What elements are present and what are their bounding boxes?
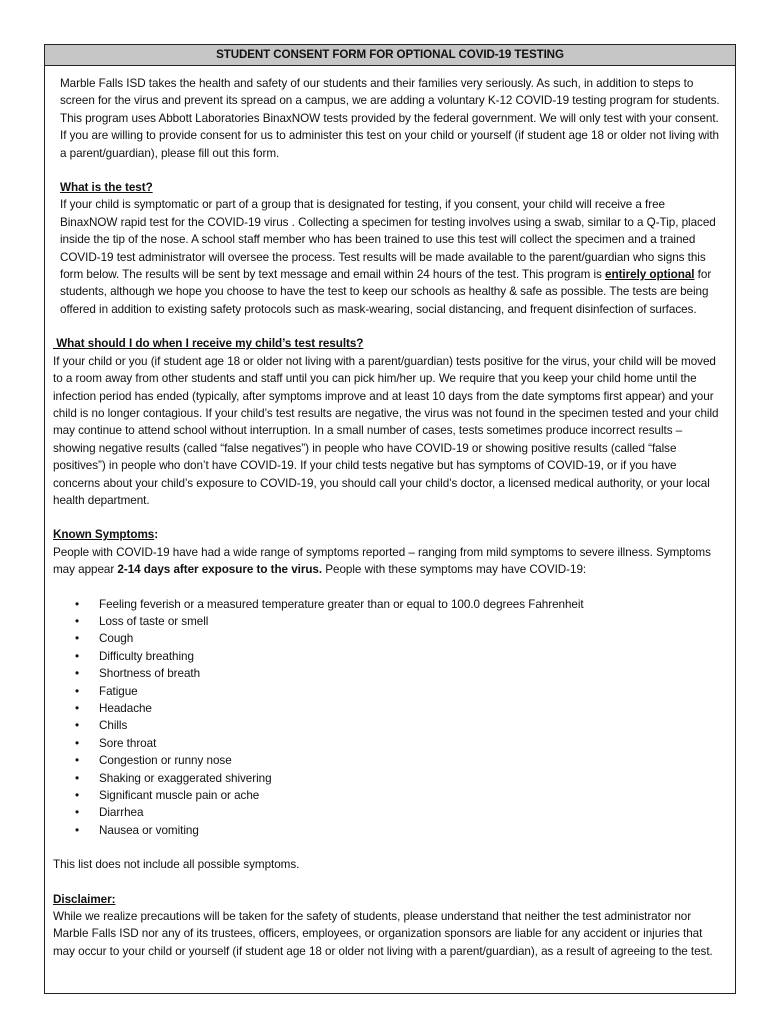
what-is-test-text: If your child is symptomatic or part of a group that is designated for testing, if you consent, your child will receive a free BinaxNOW rapid test for the COVID-19 virus . Collecting a specimen for testing involves using a swab, similar to a Q-Tip, placed inside the tip of the nose. A school staff member who has been trained to use this test will collect the specimen and a trained COVID-19 test administrator will oversee the process. Test results will be made available to the parent/guardian who signs this form below. The results will be sent by text message and email within 24 hours of the test. This program is entirely optional for students, although we hope you choose to have the test to keep our schools as healthy & safe as possible. The tests are being offered in addition to existing safety protocols such as mask-wearing, social distancing, and frequent disinfection of surfaces.	[60, 198, 716, 316]
what-is-test-section	[53, 179, 725, 318]
symptom-list	[53, 596, 725, 840]
entirely-optional-emphasis: entirely optional	[605, 268, 695, 282]
symptoms-heading: Known Symptoms	[53, 528, 155, 542]
intro-paragraph: Marble Falls ISD takes the health and safety of our students and their families very seriously. As such, in addition to steps to screen for the virus and prevent its spread on a campus, we are adding a voluntary K-12 COVID-19 testing program for students. This program uses Abbott Laboratories BinaxNOW tests provided by the federal government. We will only test with your consent. If you are willing to provide consent for us to administer this test on your child or yourself (if student age 18 or older not living with a parent/guardian), please fill out this form.	[60, 77, 720, 160]
list-item: • Headache	[53, 700, 725, 717]
list-item: • Shaking or exaggerated shivering	[53, 770, 725, 787]
results-text: If your child or you (if student age 18 or older not living with a parent/guardian) tests positive for the virus, your child will be moved to a room away from other students and staff until you can pick him/her up. We require that you keep your child home until the infection period has ended (typically, after symptoms improve and at least 10 days from the date symptoms first appear) and your child is no longer contagious. If your child’s test results are negative, the virus was not found in the specimen tested and your child may continue to attend school without interruption. In a small number of cases, tests sometimes produce incorrect results – showing negative results (called “false negatives”) in people who have COVID-19 or showing positive results (called “false positives”) in people who don’t have COVID-19. If your child tests negative but has symptoms of COVID-19, or if you have concerns about your child’s exposure to COVID-19, you should call your child’s doctor, a licensed medical authority, or your local health department.	[53, 354, 719, 507]
list-item: • Nausea or vomiting	[53, 822, 725, 839]
what-is-test-heading: What is the test?	[60, 181, 153, 195]
results-heading: What should I do when I receive my child’s test results?	[53, 337, 364, 351]
list-item: • Diarrhea	[53, 804, 725, 821]
list-item: • Difficulty breathing	[53, 648, 725, 665]
list-item: • Fatigue	[53, 683, 725, 700]
symptoms-heading-line: Known Symptoms:	[53, 528, 159, 542]
list-item: • Loss of taste or smell	[53, 613, 725, 630]
consent-form	[44, 44, 736, 994]
disclaimer-text: While we realize precautions will be taken for the safety of students, please understand that neither the test administrator nor Marble Falls ISD nor any of its trustees, officers, employees, or organization sponsors are liable for any accident or injuries that may occur to your child or yourself (if student age 18 or older not living with a parent/guardian), as a result of agreeing to the test.	[53, 910, 713, 958]
symptoms-intro: People with COVID-19 have had a wide range of symptoms reported – ranging from mild symptoms to severe illness. Symptoms may appear 2-14 days after exposure to the virus. People with these symptoms may have COVID-19:	[53, 545, 711, 577]
results-section	[53, 335, 725, 509]
form-title: STUDENT CONSENT FORM FOR OPTIONAL COVID-19 TESTING	[45, 45, 735, 66]
list-item: • Significant muscle pain or ache	[53, 787, 725, 804]
list-item: • Feeling feverish or a measured temperature greater than or equal to 100.0 degrees Fahrenheit	[53, 596, 725, 613]
disclaimer-section	[53, 891, 725, 961]
disclaimer-heading: Disclaimer:	[53, 892, 116, 906]
form-content	[53, 75, 725, 960]
symptoms-note: This list does not include all possible symptoms.	[53, 858, 300, 872]
list-item: • Sore throat	[53, 735, 725, 752]
list-item: • Chills	[53, 717, 725, 734]
symptoms-section	[53, 526, 725, 873]
list-item: • Congestion or runny nose	[53, 752, 725, 769]
days-emphasis: 2-14 days after exposure to the virus.	[117, 563, 323, 577]
list-item: • Cough	[53, 630, 725, 647]
list-item: • Shortness of breath	[53, 665, 725, 682]
